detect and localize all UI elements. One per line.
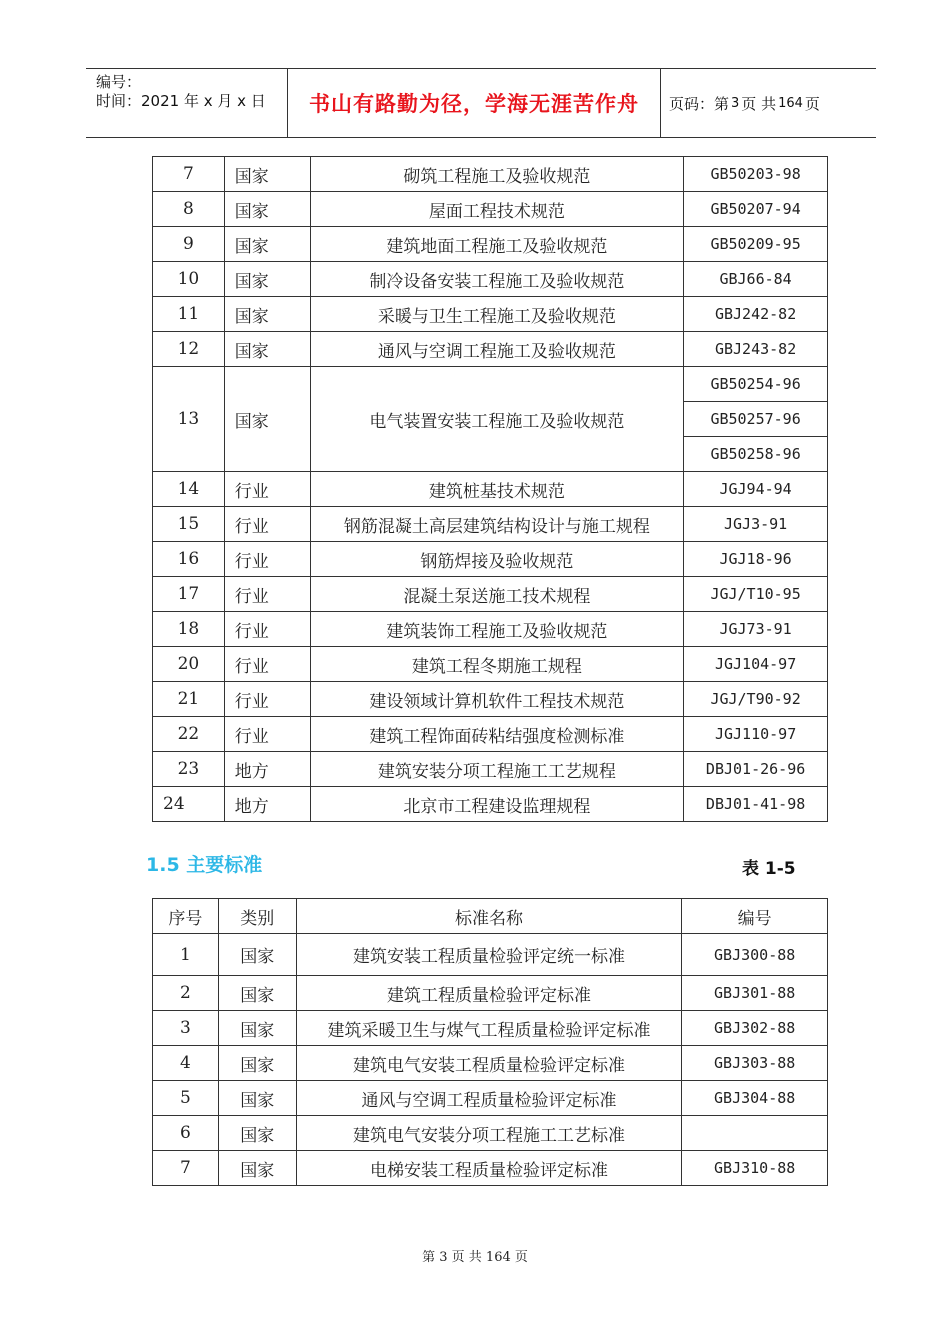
header-page-info <box>669 69 820 137</box>
row-standard-name: 建筑工程质量检验评定标准 <box>296 976 682 1011</box>
row-standard-name: 制冷设备安装工程施工及验收规范 <box>310 262 684 297</box>
table-row <box>153 157 828 192</box>
row-standard-code: GBJ302-88 <box>682 1011 828 1046</box>
row-standard-code: GB50258-96 <box>684 437 828 472</box>
row-standard-code: GB50209-95 <box>684 227 828 262</box>
row-category: 国家 <box>218 976 296 1011</box>
row-category: 国家 <box>224 157 310 192</box>
row-number: 17 <box>153 577 225 612</box>
row-standard-name: 屋面工程技术规范 <box>310 192 684 227</box>
row-number: 24 <box>153 787 225 822</box>
row-category: 地方 <box>224 752 310 787</box>
table-label: 表 1-5 <box>742 859 796 879</box>
row-standard-code: GBJ301-88 <box>682 976 828 1011</box>
row-number: 22 <box>153 717 225 752</box>
row-standard-name: 混凝土泵送施工技术规程 <box>310 577 684 612</box>
row-number: 21 <box>153 682 225 717</box>
row-category: 国家 <box>224 367 310 472</box>
row-standard-name: 电气装置安装工程施工及验收规范 <box>310 367 684 472</box>
row-standard-code: JGJ94-94 <box>684 472 828 507</box>
row-standard-name: 建筑安装分项工程施工工艺规程 <box>310 752 684 787</box>
row-category: 国家 <box>218 1011 296 1046</box>
row-standard-name: 北京市工程建设监理规程 <box>310 787 684 822</box>
row-standard-code: JGJ/T10-95 <box>684 577 828 612</box>
main-standards-table <box>152 898 828 1186</box>
row-standard-code: JGJ110-97 <box>684 717 828 752</box>
row-standard-name: 建筑工程冬期施工规程 <box>310 647 684 682</box>
row-standard-code: DBJ01-26-96 <box>684 752 828 787</box>
row-number: 13 <box>153 367 225 472</box>
row-number: 20 <box>153 647 225 682</box>
table-row <box>153 227 828 262</box>
row-number: 3 <box>153 1011 219 1046</box>
row-category: 国家 <box>218 934 296 976</box>
row-standard-code: GBJ310-88 <box>682 1151 828 1186</box>
row-number: 7 <box>153 157 225 192</box>
row-standard-name: 建筑电气安装工程质量检验评定标准 <box>296 1046 682 1081</box>
row-category: 行业 <box>224 612 310 647</box>
table-row <box>153 612 828 647</box>
page-suffix: 页 <box>804 94 820 113</box>
table-row <box>153 577 828 612</box>
number-label: 编号： <box>96 73 142 91</box>
row-standard-name: 通风与空调工程质量检验评定标准 <box>296 1081 682 1116</box>
row-standard-code: GBJ303-88 <box>682 1046 828 1081</box>
row-standard-code: GB50254-96 <box>684 367 828 402</box>
row-standard-name: 建筑采暖卫生与煤气工程质量检验评定标准 <box>296 1011 682 1046</box>
table-row <box>153 1011 828 1046</box>
page-footer: 第 3 页 共 164 页 <box>422 1250 528 1265</box>
page-number: 3 <box>731 95 740 111</box>
row-number: 18 <box>153 612 225 647</box>
row-standard-name: 建筑桩基技术规范 <box>310 472 684 507</box>
row-category: 国家 <box>224 332 310 367</box>
row-category: 国家 <box>218 1081 296 1116</box>
row-standard-name: 建筑地面工程施工及验收规范 <box>310 227 684 262</box>
page-total: 164 <box>778 95 803 111</box>
header-cell: 标准名称 <box>296 899 682 934</box>
row-standard-name: 钢筋混凝土高层建筑结构设计与施工规程 <box>310 507 684 542</box>
row-standard-code <box>682 1116 828 1151</box>
table-row <box>153 1046 828 1081</box>
row-standard-code: GBJ66-84 <box>684 262 828 297</box>
row-category: 行业 <box>224 472 310 507</box>
section-title: 1.5 主要标准 <box>146 854 263 876</box>
table-header-row <box>153 899 828 934</box>
row-category: 行业 <box>224 682 310 717</box>
row-number: 5 <box>153 1081 219 1116</box>
table-row <box>153 192 828 227</box>
row-standard-code: DBJ01-41-98 <box>684 787 828 822</box>
page-header <box>86 68 876 138</box>
row-category: 国家 <box>224 262 310 297</box>
header-cell: 序号 <box>153 899 219 934</box>
row-standard-code: GBJ242-82 <box>684 297 828 332</box>
row-standard-name: 建筑装饰工程施工及验收规范 <box>310 612 684 647</box>
header-cell: 类别 <box>218 899 296 934</box>
table-row <box>153 934 828 976</box>
row-category: 行业 <box>224 542 310 577</box>
row-standard-name: 通风与空调工程施工及验收规范 <box>310 332 684 367</box>
row-number: 11 <box>153 297 225 332</box>
row-number: 9 <box>153 227 225 262</box>
row-category: 国家 <box>224 192 310 227</box>
row-standard-code: GBJ300-88 <box>682 934 828 976</box>
row-number: 7 <box>153 1151 219 1186</box>
time-label: 时间：2021 年 x 月 x 日 <box>96 92 266 110</box>
table-row <box>153 752 828 787</box>
row-category: 国家 <box>218 1151 296 1186</box>
table-row <box>153 332 828 367</box>
table-row <box>153 787 828 822</box>
row-standard-name: 建筑电气安装分项工程施工工艺标准 <box>296 1116 682 1151</box>
row-standard-code: JGJ18-96 <box>684 542 828 577</box>
table-row <box>153 367 828 402</box>
row-standard-name: 砌筑工程施工及验收规范 <box>310 157 684 192</box>
row-standard-name: 采暖与卫生工程施工及验收规范 <box>310 297 684 332</box>
table-row <box>153 262 828 297</box>
table-row <box>153 647 828 682</box>
page-mid: 页 共 <box>741 94 777 113</box>
row-category: 国家 <box>218 1116 296 1151</box>
table-row <box>153 507 828 542</box>
row-number: 6 <box>153 1116 219 1151</box>
table-row <box>153 472 828 507</box>
table-row <box>153 682 828 717</box>
row-category: 地方 <box>224 787 310 822</box>
row-number: 14 <box>153 472 225 507</box>
row-standard-code: GBJ243-82 <box>684 332 828 367</box>
header-motto: 书山有路勤为径，学海无涯苦作舟 <box>287 69 661 137</box>
row-standard-code: JGJ73-91 <box>684 612 828 647</box>
row-number: 2 <box>153 976 219 1011</box>
row-category: 行业 <box>224 717 310 752</box>
table-row <box>153 542 828 577</box>
row-number: 4 <box>153 1046 219 1081</box>
table-row <box>153 976 828 1011</box>
row-number: 8 <box>153 192 225 227</box>
header-meta <box>96 73 266 111</box>
row-standard-name: 建筑安装工程质量检验评定统一标准 <box>296 934 682 976</box>
table-row <box>153 717 828 752</box>
row-category: 行业 <box>224 577 310 612</box>
table-row <box>153 1151 828 1186</box>
row-standard-name: 钢筋焊接及验收规范 <box>310 542 684 577</box>
row-standard-code: JGJ104-97 <box>684 647 828 682</box>
row-number: 15 <box>153 507 225 542</box>
table-row <box>153 1116 828 1151</box>
row-number: 23 <box>153 752 225 787</box>
row-standard-name: 电梯安装工程质量检验评定标准 <box>296 1151 682 1186</box>
row-standard-code: GB50203-98 <box>684 157 828 192</box>
standards-table-continued <box>152 156 828 822</box>
row-standard-name: 建筑工程饰面砖粘结强度检测标准 <box>310 717 684 752</box>
row-standard-code: JGJ3-91 <box>684 507 828 542</box>
row-standard-code: GBJ304-88 <box>682 1081 828 1116</box>
table-row <box>153 297 828 332</box>
row-number: 1 <box>153 934 219 976</box>
row-category: 行业 <box>224 507 310 542</box>
row-standard-name: 建设领域计算机软件工程技术规范 <box>310 682 684 717</box>
row-category: 国家 <box>224 297 310 332</box>
row-number: 12 <box>153 332 225 367</box>
row-category: 国家 <box>224 227 310 262</box>
header-cell: 编号 <box>682 899 828 934</box>
row-category: 行业 <box>224 647 310 682</box>
table-row <box>153 1081 828 1116</box>
row-standard-code: GB50257-96 <box>684 402 828 437</box>
row-standard-code: GB50207-94 <box>684 192 828 227</box>
row-category: 国家 <box>218 1046 296 1081</box>
row-number: 10 <box>153 262 225 297</box>
page-prefix: 页码：第 <box>669 94 730 113</box>
row-number: 16 <box>153 542 225 577</box>
row-standard-code: JGJ/T90-92 <box>684 682 828 717</box>
